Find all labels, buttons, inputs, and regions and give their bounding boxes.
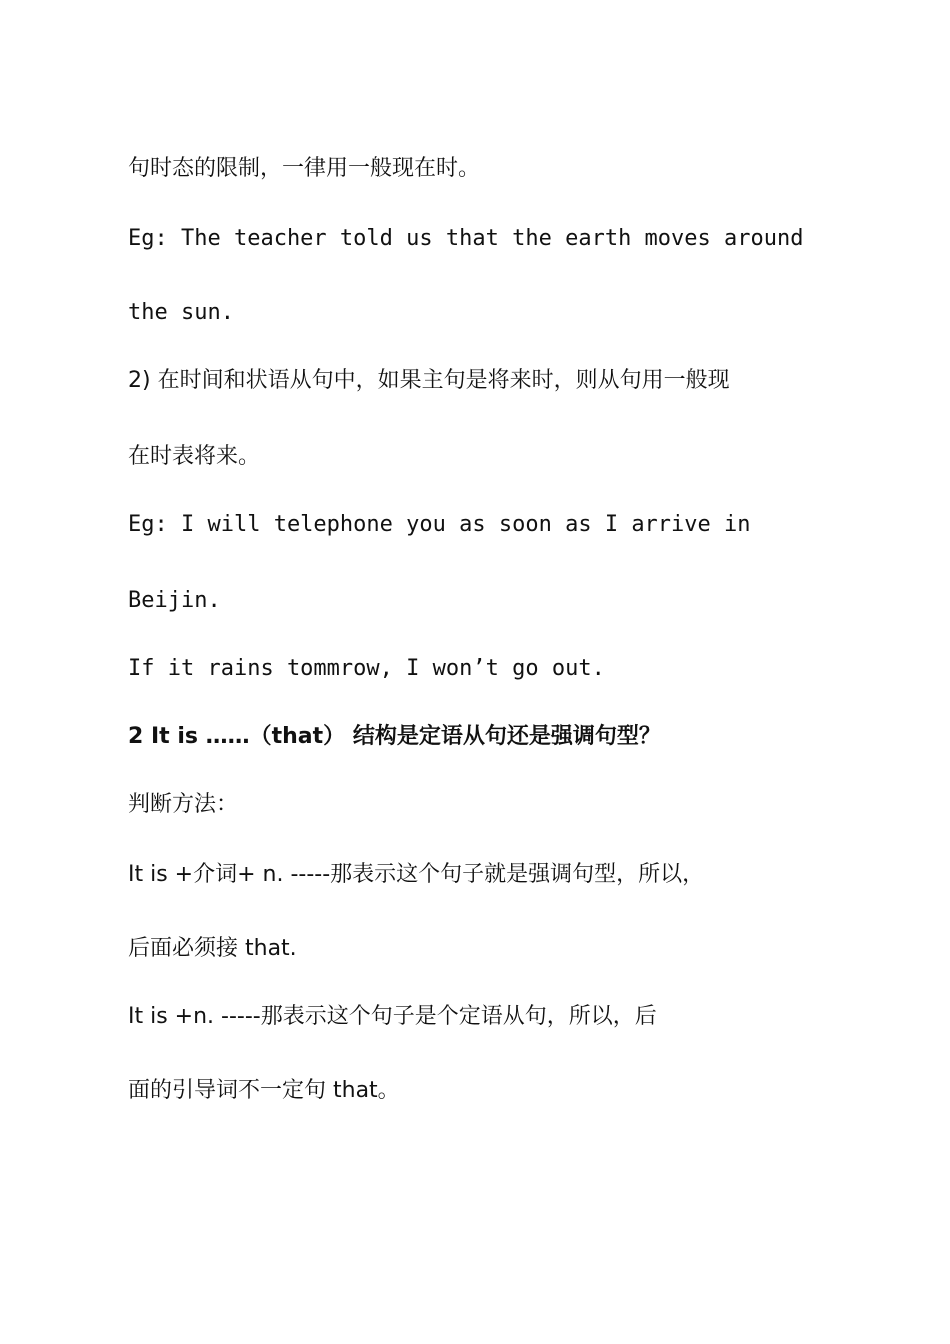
text-line-1: 句时态的限制，一律用一般现在时。	[128, 156, 481, 181]
method-rule-1: It is +介词+ n. -----那表示这个句子就是强调句型，所以，	[128, 862, 705, 887]
rule-2-line: 2) 在时间和状语从句中，如果主句是将来时，则从句用一般现	[128, 368, 730, 393]
method-label: 判断方法：	[128, 792, 239, 817]
example-line-2-continued: Beijin.	[128, 588, 221, 613]
example-line-2: Eg: I will telephone you as soon as I arrive in	[128, 512, 751, 537]
method-rule-2: It is +n. -----那表示这个句子是个定语从句，所以，后	[128, 1004, 657, 1029]
example-line-3: If it rains tommrow, I won’t go out.	[128, 656, 605, 681]
example-line-1-continued: the sun.	[128, 300, 234, 325]
method-rule-1-continued: 后面必须接 that.	[128, 936, 297, 961]
rule-2-line-continued: 在时表将来。	[128, 444, 261, 469]
example-line-1: Eg: The teacher told us that the earth moves around	[128, 226, 804, 251]
section-heading: 2 It is ……（that） 结构是定语从句还是强调句型？	[128, 724, 661, 749]
method-rule-2-continued: 面的引导词不一定句 that。	[128, 1078, 400, 1103]
